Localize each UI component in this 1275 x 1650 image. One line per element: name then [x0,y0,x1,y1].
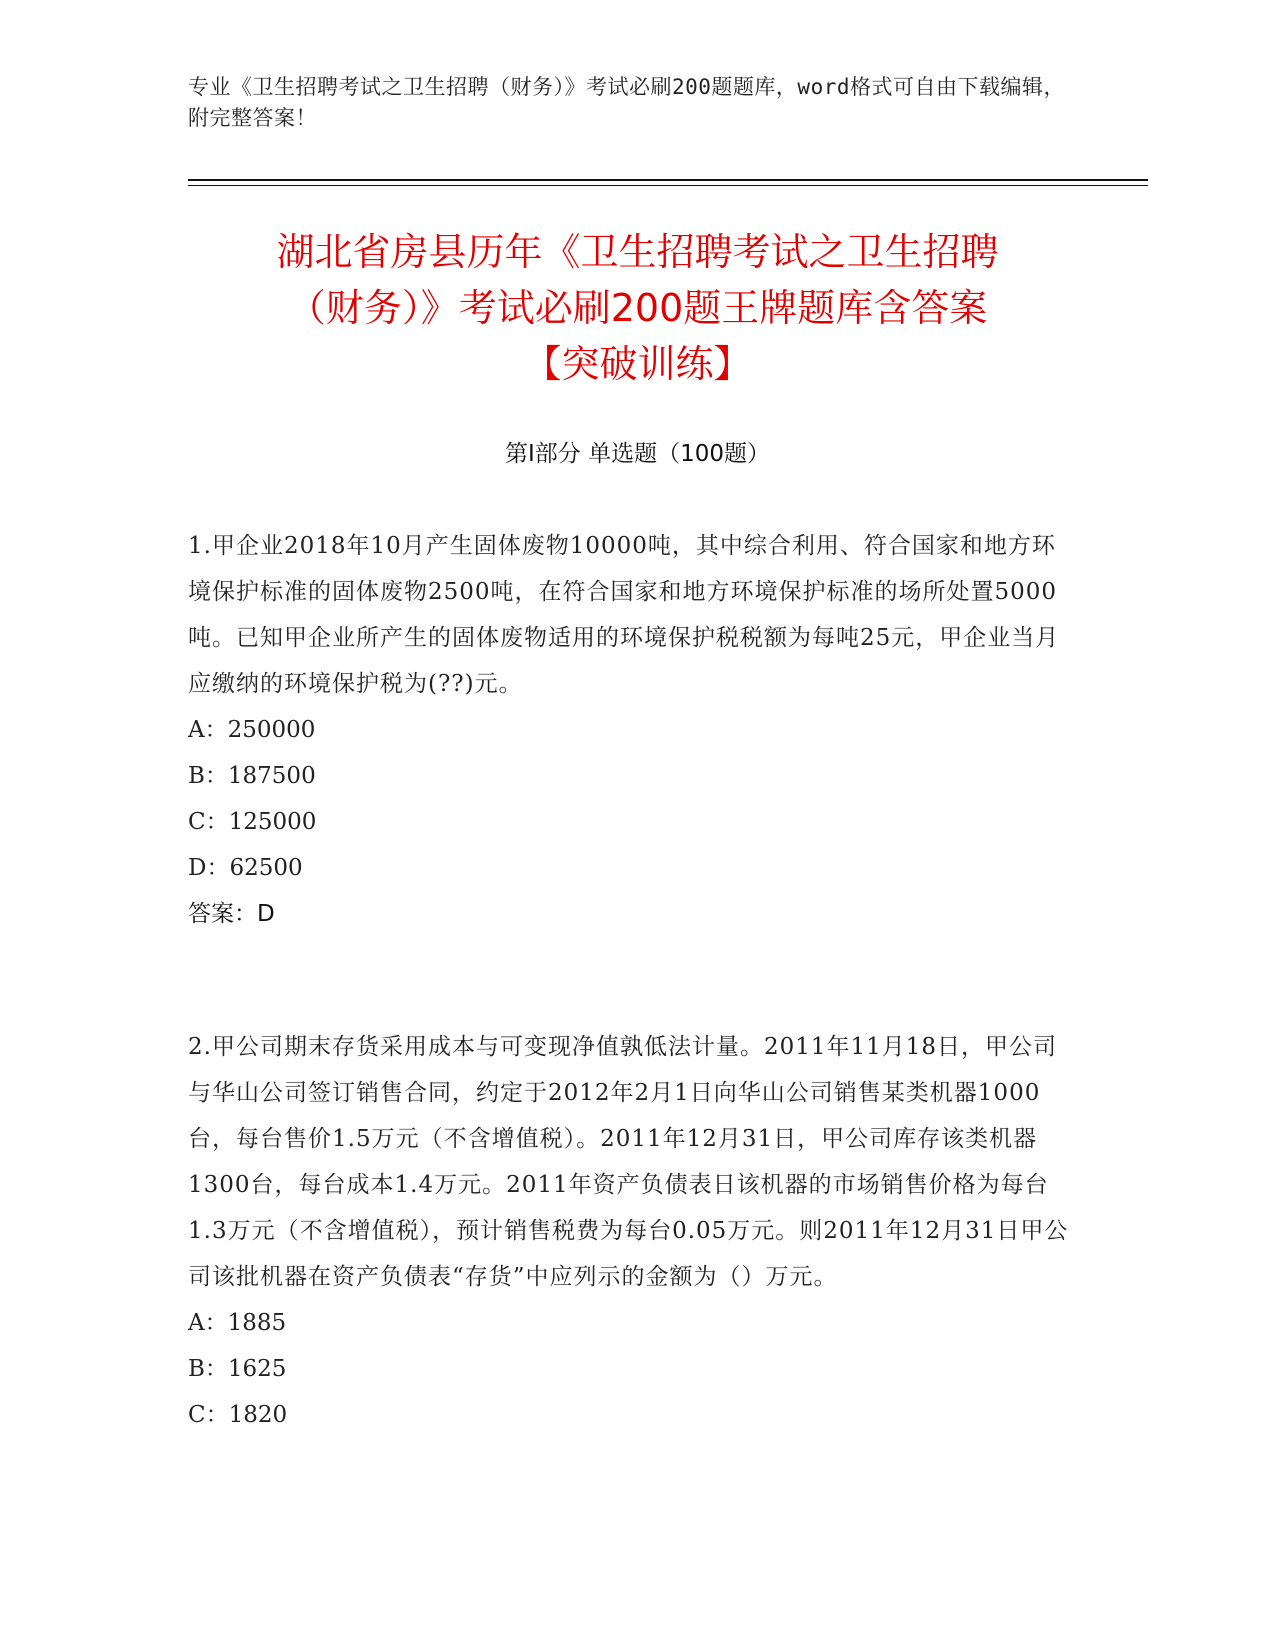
option-d: D：62500 [188,855,303,881]
question-stem: 2.甲公司期末存货采用成本与可变现净值孰低法计量。2011年11月18日，甲公司与华山公司签订销售合同，约定于2012年2月1日向华山公司销售某类机器1000台，每台售价1.5万元（不含增值税）。2011年12月31日，甲公司库存该类机器1300台，每台成本1.4万元。2011年资产负债表日该机器的市场销售价格为每台1.3万元（不含增值税），预计销售税费为每台0.05万元。则2011年12月31日甲公司该批机器在资产负债表“存货”中应列示的金额为（）万元。 [188,1034,1069,1290]
title-line: （财务）》考试必刷200题王牌题库含答案 [287,286,988,330]
option-b: B：1625 [188,1356,287,1382]
option-b: B：187500 [188,763,316,789]
section-heading: 第Ⅰ部分 单选题（100题） [505,441,770,467]
answer-line: 答案：D [188,901,275,927]
option-c: C：125000 [188,809,317,835]
option-c: C：1820 [188,1402,288,1428]
option-a: A：1885 [188,1310,287,1336]
header-note: 专业《卫生招聘考试之卫生招聘（财务）》考试必刷200题题库，word格式可自由下载编辑，附完整答案！ [188,75,1065,130]
option-a: A：250000 [188,717,316,743]
question-1 [188,523,1073,937]
question-stem: 1.甲企业2018年10月产生固体废物10000吨，其中综合利用、符合国家和地方环境保护标准的固体废物2500吨，在符合国家和地方环境保护标准的场所处置5000吨。已知甲企业所产生的固体废物适用的环境保护税税额为每吨25元，甲企业当月应缴纳的环境保护税为(??)元。 [188,533,1060,697]
title-line: 湖北省房县历年《卫生招聘考试之卫生招聘 [276,230,999,274]
question-2 [188,1024,1073,1438]
header-divider-thin [188,185,1148,186]
document-title [180,224,1095,392]
title-line: 【突破训练】 [523,342,752,386]
header-divider-thick [188,179,1148,181]
